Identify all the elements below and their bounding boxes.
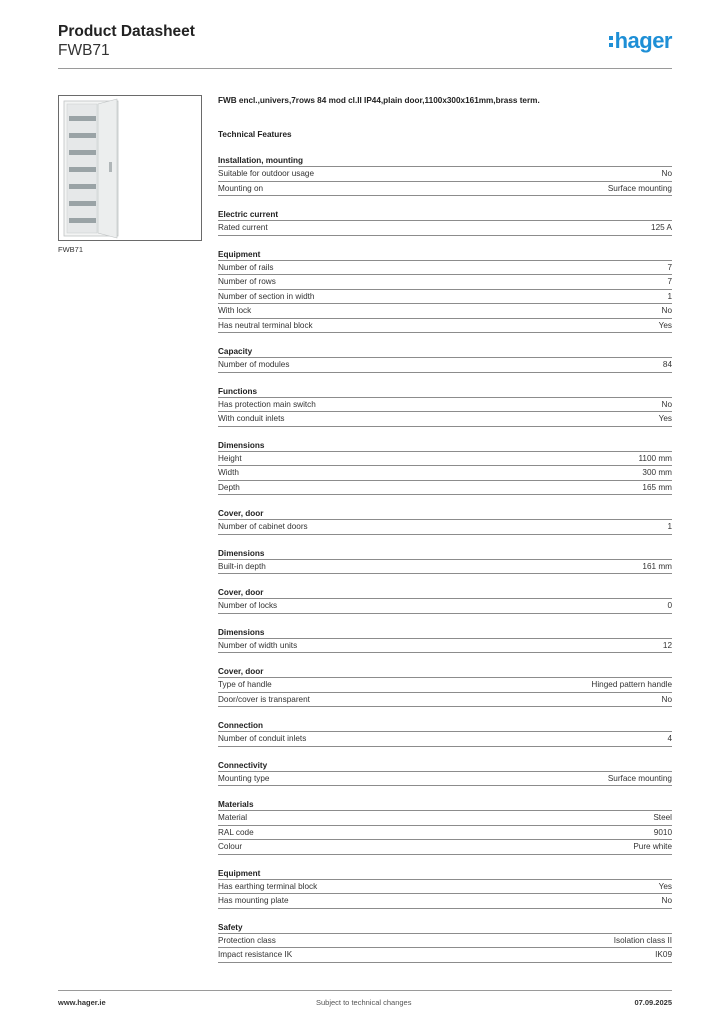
feature-value: 0 (667, 601, 672, 610)
feature-row (218, 948, 672, 963)
feature-label: Has protection main switch (218, 399, 316, 409)
doc-title: Product Datasheet (58, 23, 195, 40)
feature-section (218, 799, 672, 855)
section-title: Connection (218, 720, 672, 732)
feature-section (218, 440, 672, 496)
section-title: Electric current (218, 209, 672, 221)
feature-row (218, 599, 672, 614)
feature-value: 4 (667, 734, 672, 743)
logo-text: hager (614, 28, 672, 53)
feature-row (218, 358, 672, 373)
feature-row (218, 304, 672, 319)
feature-label: With lock (218, 306, 252, 315)
feature-row (218, 811, 672, 826)
feature-row (218, 398, 672, 413)
section-title: Cover, door (218, 666, 672, 678)
feature-label: Door/cover is transparent (218, 694, 310, 704)
feature-row (218, 221, 672, 236)
section-title: Equipment (218, 868, 672, 880)
feature-value: No (661, 169, 672, 178)
feature-value: Hinged pattern handle (591, 680, 672, 689)
feature-section (218, 587, 672, 614)
feature-value: 1 (667, 291, 672, 301)
feature-section (218, 760, 672, 787)
technical-features-title: Technical Features (218, 130, 292, 139)
feature-value: No (661, 306, 672, 315)
feature-section (218, 922, 672, 963)
section-title: Functions (218, 386, 672, 398)
image-caption: FWB71 (58, 245, 84, 254)
feature-row (218, 678, 672, 693)
feature-value: IK09 (655, 950, 672, 959)
feature-label: RAL code (218, 827, 254, 837)
feature-label: Mounting on (218, 183, 264, 193)
feature-section (218, 666, 672, 707)
feature-row (218, 560, 672, 575)
section-title: Connectivity (218, 760, 672, 772)
feature-section (218, 155, 672, 196)
section-title: Installation, mounting (218, 155, 672, 167)
feature-label: Number of section in width (218, 291, 315, 301)
section-title: Materials (218, 799, 672, 811)
feature-row (218, 261, 672, 276)
feature-label: Protection class (218, 935, 276, 945)
feature-value: Pure white (633, 842, 672, 851)
feature-section (218, 548, 672, 575)
feature-value: 1 (667, 522, 672, 531)
feature-label: Has earthing terminal block (218, 881, 318, 891)
feature-value: 300 mm (642, 468, 672, 477)
feature-section (218, 209, 672, 236)
feature-label: With conduit inlets (218, 414, 285, 423)
feature-value: 12 (662, 640, 672, 650)
feature-label: Number of width units (218, 640, 298, 650)
feature-label: Type of handle (218, 680, 272, 689)
product-image (58, 95, 202, 241)
feature-row (218, 934, 672, 949)
feature-row (218, 772, 672, 787)
feature-row (218, 732, 672, 747)
feature-section (218, 346, 672, 373)
feature-label: Has mounting plate (218, 896, 289, 905)
feature-section (218, 868, 672, 909)
feature-label: Suitable for outdoor usage (218, 169, 315, 178)
section-title: Dimensions (218, 440, 672, 452)
feature-row (218, 290, 672, 305)
section-title: Cover, door (218, 508, 672, 520)
feature-value: 125 A (651, 223, 672, 232)
features-sections (218, 155, 672, 963)
feature-row (218, 452, 672, 467)
feature-row (218, 167, 672, 182)
feature-label: Depth (218, 482, 240, 492)
feature-value: No (661, 694, 672, 704)
feature-row (218, 639, 672, 654)
feature-row (218, 275, 672, 290)
feature-row (218, 412, 672, 427)
section-title: Safety (218, 922, 672, 934)
feature-row (218, 520, 672, 535)
feature-label: Number of modules (218, 360, 290, 369)
feature-row (218, 319, 672, 334)
logo-mark-icon (609, 36, 613, 47)
feature-section (218, 249, 672, 334)
feature-label: Built-in depth (218, 561, 266, 571)
feature-label: Number of rows (218, 277, 276, 286)
feature-value: 7 (667, 262, 672, 272)
section-title: Dimensions (218, 548, 672, 560)
feature-row (218, 840, 672, 855)
feature-row (218, 693, 672, 708)
section-title: Equipment (218, 249, 672, 261)
feature-label: Has neutral terminal block (218, 320, 313, 330)
feature-value: 84 (662, 360, 672, 369)
feature-value: Isolation class II (613, 935, 672, 945)
main-content (218, 96, 672, 963)
feature-value: Steel (653, 813, 672, 822)
feature-label: Height (218, 453, 242, 463)
feature-section (218, 720, 672, 747)
feature-label: Number of rails (218, 262, 274, 272)
footer-date: 07.09.2025 (634, 998, 672, 1007)
feature-value: 9010 (653, 827, 672, 837)
page-header (58, 22, 672, 70)
hager-logo[interactable] (609, 28, 672, 54)
feature-value: Surface mounting (607, 183, 672, 193)
feature-label: Width (218, 468, 239, 477)
feature-value: No (661, 399, 672, 409)
section-title: Capacity (218, 346, 672, 358)
feature-label: Material (218, 813, 248, 822)
enclosure-cabinet-icon (59, 96, 201, 240)
footer-divider (58, 990, 672, 991)
feature-label: Rated current (218, 223, 268, 232)
feature-section (218, 386, 672, 427)
header-divider (58, 68, 672, 69)
feature-value: Yes (658, 320, 672, 330)
feature-value: Surface mounting (607, 773, 672, 783)
feature-value: 165 mm (642, 482, 672, 492)
feature-value: Yes (658, 414, 672, 423)
footer-website-link[interactable]: www.hager.ie (58, 998, 106, 1007)
feature-section (218, 508, 672, 535)
feature-value: No (661, 896, 672, 905)
feature-row (218, 880, 672, 895)
feature-row (218, 894, 672, 909)
feature-row (218, 481, 672, 496)
feature-row (218, 182, 672, 197)
feature-value: 1100 mm (638, 453, 672, 463)
feature-label: Impact resistance IK (218, 950, 293, 959)
feature-row (218, 826, 672, 841)
feature-label: Colour (218, 842, 243, 851)
feature-row (218, 466, 672, 481)
doc-subtitle: FWB71 (58, 42, 110, 59)
footer-notice: Subject to technical changes (316, 998, 412, 1007)
section-title: Cover, door (218, 587, 672, 599)
section-title: Dimensions (218, 627, 672, 639)
feature-value: 161 mm (642, 561, 672, 571)
feature-label: Mounting type (218, 773, 270, 783)
feature-label: Number of conduit inlets (218, 734, 307, 743)
feature-value: 7 (667, 277, 672, 286)
feature-section (218, 627, 672, 654)
feature-label: Number of cabinet doors (218, 522, 308, 531)
feature-label: Number of locks (218, 601, 278, 610)
product-description: FWB encl.,univers,7rows 84 mod cl.II IP44,plain door,1100x300x161mm,brass term. (218, 96, 540, 105)
feature-value: Yes (658, 881, 672, 891)
